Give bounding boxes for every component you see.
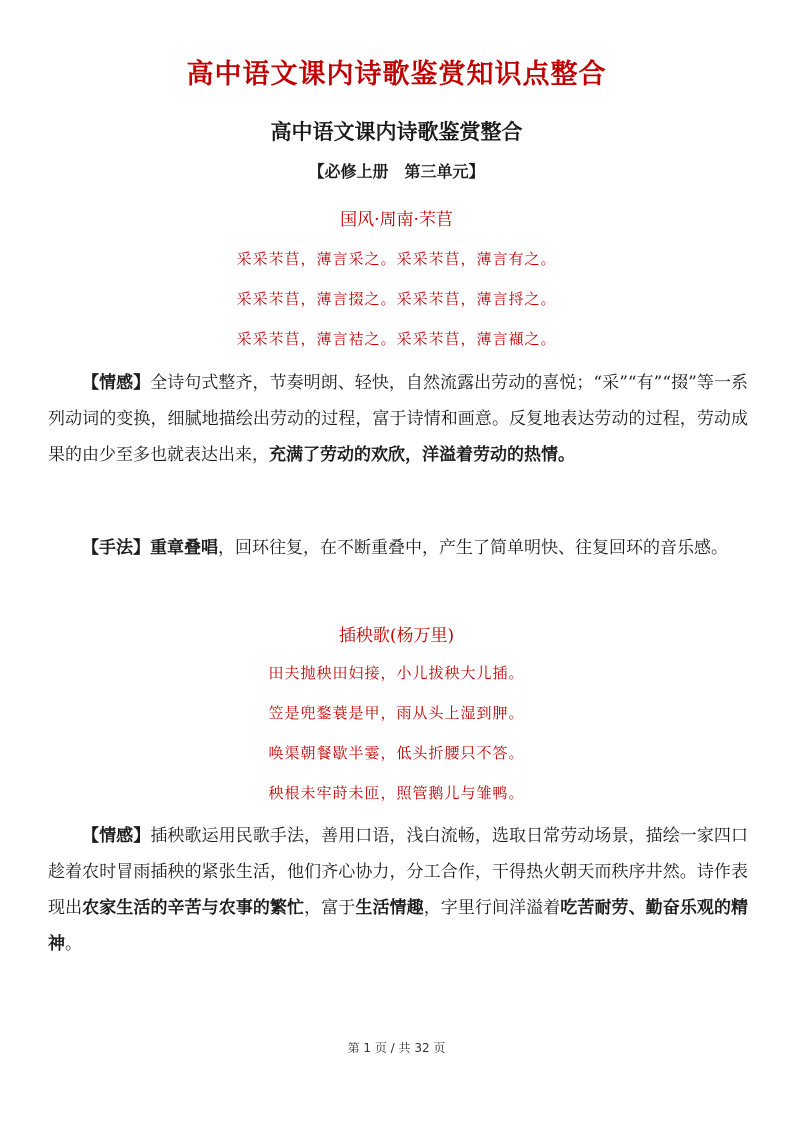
emotion-end: 。	[558, 445, 575, 465]
emotion-label: 【情感】	[82, 826, 151, 846]
poem-line: 秧根未牢莳未匝，照管鹅儿与雏鸭。	[268, 784, 525, 802]
page-number: 第 1 页 / 共 32 页	[347, 1041, 446, 1055]
technique-label: 【手法】	[82, 538, 150, 558]
document-title: 高中语文课内诗歌鉴赏知识点整合	[186, 59, 607, 90]
poem-title-fuyi: 国风·周南·芣苢	[340, 210, 453, 230]
technique-highlight: 重章叠唱	[150, 538, 218, 558]
emotion-highlight: 充满了劳动的欢欣，洋溢着劳动的热情	[269, 445, 558, 465]
technique-text: ，回环往复，在不断重叠中，产生了简单明快、往复回环的音乐感。	[218, 538, 728, 558]
emotion-text: 全诗句式整齐，节奏明朗、轻快，自然流露出劳动的喜悦；“采”“有”“掇”等一系列动词的变换，细腻地描绘出劳动的过程，富于诗情和画意。反复地表达劳动的过程，劳动成果的由少至多也就表达出来，	[48, 373, 748, 465]
emotion-label: 【情感】	[82, 373, 151, 393]
poem-line: 笠是兜鍪蓑是甲，雨从头上湿到胛。	[268, 704, 525, 722]
unit-label: 【必修上册 第三单元】	[308, 162, 485, 181]
emotion-highlight: 生活情趣	[355, 898, 424, 918]
poem-line: 唤渠朝餐歇半霎，低头折腰只不答。	[268, 744, 525, 762]
poem-line: 采采芣苢，薄言袺之。采采芣苢，薄言襭之。	[236, 330, 557, 348]
emotion-highlight: 吃苦耐劳、勤奋乐观的精神	[48, 898, 749, 954]
poem-line: 田夫抛秧田妇接，小儿拔秧大儿插。	[268, 664, 525, 682]
emotion-end: 。	[65, 934, 82, 954]
section-title: 高中语文课内诗歌鉴赏整合	[270, 120, 523, 144]
poem-title-chayangge: 插秧歌(杨万里)	[338, 626, 455, 646]
emotion-highlight: 农家生活的辛苦与农事的繁忙	[82, 898, 305, 918]
poem-line: 采采芣苢，薄言采之。采采芣苢，薄言有之。	[236, 250, 557, 268]
poem-line: 采采芣苢，薄言掇之。采采芣苢，薄言捋之。	[236, 290, 557, 308]
emotion-paragraph-chayangge	[48, 818, 748, 962]
technique-paragraph-fuyi	[48, 530, 748, 566]
emotion-text: 插秧歌运用民歌手法，善用口语，浅白流畅，选取日常劳动场景，描绘一家四口趁着农时冒雨插秧的紧张生活，他们齐心协力，分工合作，干得热火朝天而秩序井然。诗作表现出	[48, 826, 749, 918]
emotion-text: ，字里行间洋溢着	[423, 898, 561, 918]
emotion-text: ，富于	[304, 898, 356, 918]
emotion-paragraph-fuyi	[48, 365, 748, 473]
